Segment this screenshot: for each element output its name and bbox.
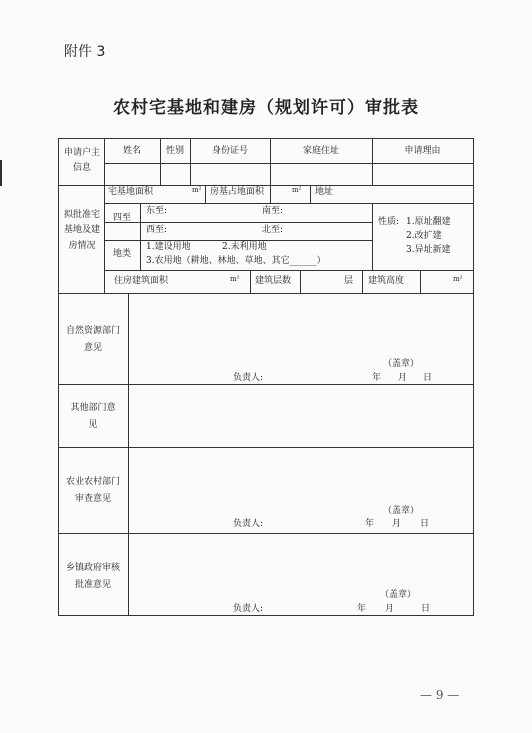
west-boundary: 西至: — [146, 225, 168, 235]
resource-dept-label: 自然资源部门意见 — [65, 326, 120, 354]
building-area-label: 住房建筑面积 — [114, 276, 169, 286]
building-area-unit: m² — [230, 275, 240, 283]
land-type-option-2: 2.未利用地 — [222, 242, 267, 252]
agri-seal: （盖章） — [383, 506, 420, 516]
plot-section-label: 拟批准宅基地及建房情况 — [63, 210, 100, 251]
town-day: 日 — [421, 604, 431, 614]
height-label: 建筑高度 — [368, 276, 405, 286]
land-type-label: 地类 — [112, 249, 131, 259]
other-dept-label: 其他部门意见 — [70, 403, 116, 431]
agri-year: 年 — [365, 519, 375, 529]
floors-label: 建筑层数 — [255, 276, 292, 286]
town-month: 月 — [385, 604, 395, 614]
binding-mark — [0, 160, 2, 186]
col-gender: 性别 — [165, 146, 184, 156]
agri-month: 月 — [392, 519, 402, 529]
south-boundary: 南至: — [262, 206, 284, 216]
east-boundary: 东至: — [146, 206, 168, 216]
agri-dept-label: 农业农村部门审查意见 — [65, 477, 120, 505]
applicant-section-label: 申请户主信息 — [63, 148, 100, 174]
agri-person: 负责人: — [233, 519, 264, 529]
town-gov-label: 乡镇政府审核批准意见 — [65, 563, 120, 591]
col-address: 家庭住址 — [302, 146, 339, 156]
nature-option-2: 2.改扩建 — [406, 231, 442, 241]
footprint-label: 房基占地面积 — [210, 187, 265, 197]
town-year: 年 — [357, 604, 367, 614]
town-seal: （盖章） — [380, 590, 417, 600]
north-boundary: 北至: — [262, 225, 284, 235]
page-number: — 9 — — [420, 688, 460, 702]
boundary-label: 四至 — [112, 213, 131, 223]
land-type-option-3: 3.农用地（耕地、林地、草地、其它______） — [146, 256, 326, 266]
attachment-label: 附件 3 — [64, 44, 106, 60]
col-name: 姓名 — [122, 146, 141, 156]
col-reason: 申请理由 — [404, 146, 441, 156]
resource-month: 月 — [398, 373, 408, 383]
agri-day: 日 — [420, 519, 430, 529]
col-id-number: 身份证号 — [211, 146, 248, 156]
site-area-label: 宅基地面积 — [108, 187, 154, 197]
resource-seal: （盖章） — [383, 359, 420, 369]
address-label: 地址 — [315, 187, 334, 197]
site-area-unit: m² — [192, 186, 202, 194]
resource-person: 负责人: — [233, 373, 264, 383]
nature-option-3: 3.异址新建 — [406, 245, 451, 255]
town-person: 负责人: — [233, 604, 264, 614]
floors-unit: 层 — [344, 276, 354, 286]
page-title: 农村宅基地和建房（规划许可）审批表 — [113, 98, 419, 118]
footprint-unit: m² — [292, 186, 302, 194]
nature-label: 性质: — [378, 217, 400, 227]
nature-option-1: 1.原址翻建 — [406, 217, 451, 227]
resource-year: 年 — [372, 373, 382, 383]
land-type-option-1: 1.建设用地 — [146, 242, 191, 252]
height-unit: m² — [453, 275, 463, 283]
resource-day: 日 — [423, 373, 433, 383]
